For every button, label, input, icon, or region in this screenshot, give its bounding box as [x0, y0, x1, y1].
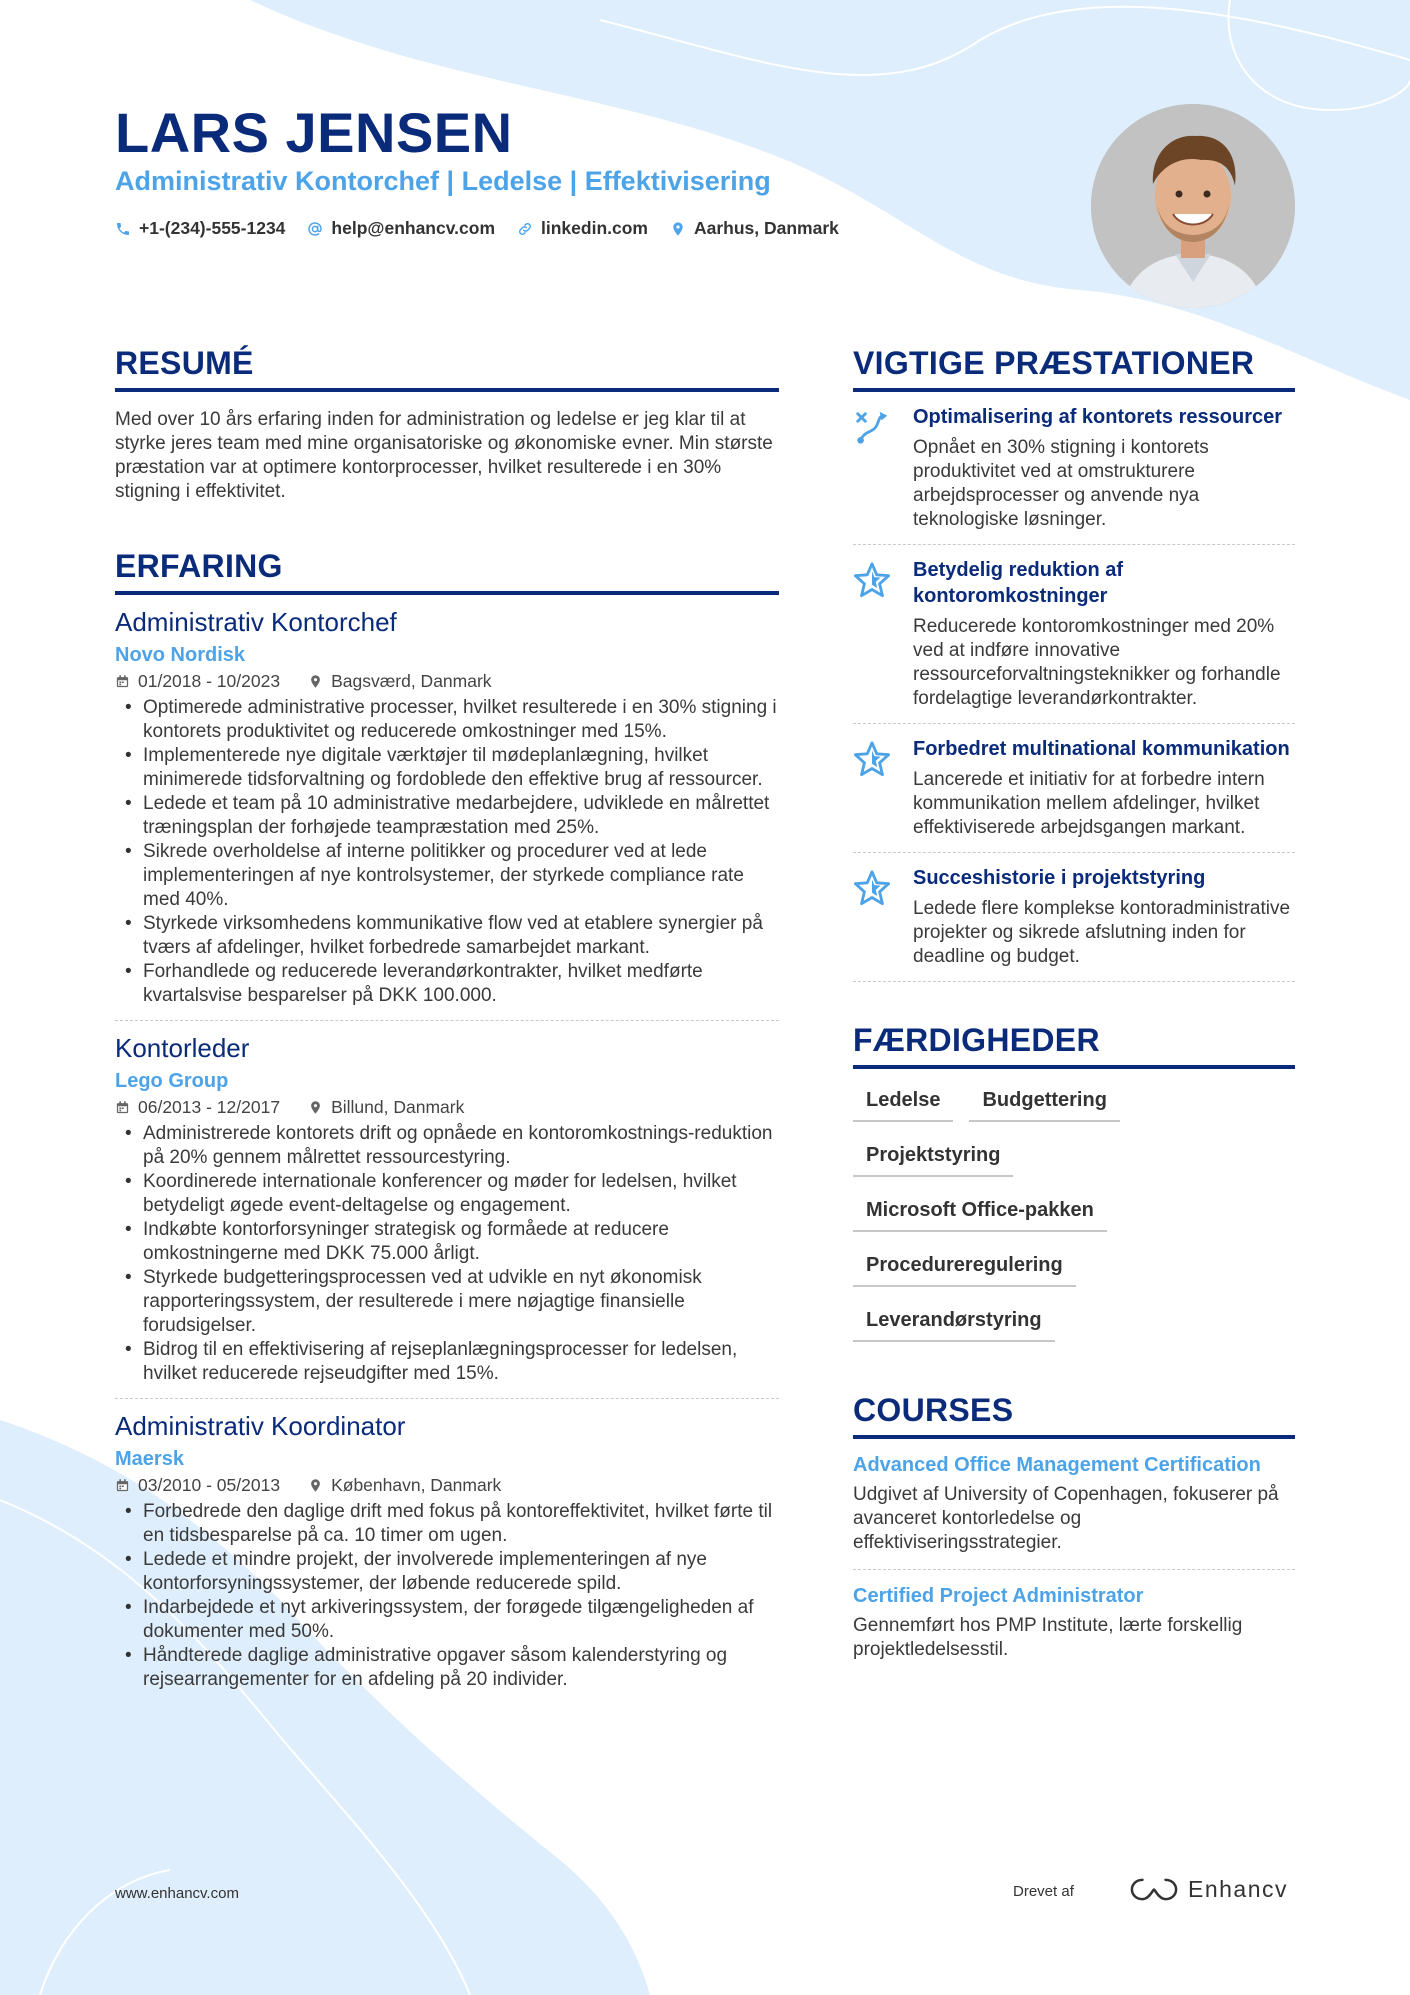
job-bullet: • Ledede et team på 10 administrative medarbejdere, udviklede en målrettet træningsplan der forhøjede teampræstation med 25%. [115, 792, 779, 840]
job-bullet: • Forhandlede og reducerede leverandørkontrakter, hvilket medførte kvartalsvise besparelser på DKK 100.000. [115, 960, 779, 1008]
contact-linkedin[interactable] [517, 218, 648, 239]
job-bullet: • Implementerede nye digitale værktøjer til mødeplanlægning, hvilket minimerede tidsforvaltning og fordoblede den effektive brug af ressourcer. [115, 744, 779, 792]
course-item [853, 1570, 1295, 1676]
achievement-text: Opnået en 30% stigning i kontorets produktivitet ved at omstrukturere arbejdsprocesser og anvende nya teknologiske løsninger. [913, 437, 1209, 530]
achievement-title: Forbedret multinational kommunikation [913, 738, 1290, 760]
job-title: Kontorleder [115, 1033, 250, 1063]
calendar-icon [115, 674, 130, 689]
contact-location-text: Aarhus, Danmark [693, 218, 839, 238]
skills-section [853, 1022, 1295, 1342]
job-bullet: • Indkøbte kontorforsyninger strategisk og formåede at reducere omkostningerne med DKK 75.000 årligt. [115, 1218, 779, 1266]
achievement-item [853, 724, 1295, 853]
star-icon [853, 561, 891, 599]
footer-powered-by: Drevet af [1013, 1883, 1074, 1900]
achievements-heading: VIGTIGE PRÆSTATIONER [853, 345, 1295, 392]
skill-tag: Leverandørstyring [853, 1309, 1055, 1342]
skill-tag: Ledelse [853, 1089, 953, 1122]
enhancv-logo-icon [1130, 1877, 1178, 1902]
skill-tag: Projektstyring [853, 1144, 1013, 1177]
summary-text: Med over 10 års erfaring inden for administration og ledelse er jeg klar til at styrke jeres team med mine organisatoriske og økonomiske evner. Min største præstation var at optimere kontorprocesser, hvilket resulterede i en 30% stigning i effektivitet. [115, 409, 773, 502]
location-pin-icon [670, 221, 686, 237]
job-entry [115, 595, 779, 1021]
brand-logo[interactable] [1130, 1876, 1288, 1903]
job-bullet: • Ledede et mindre projekt, der involverede implementeringen af nye kontorforsyningssystemer, der løbende reducerede spild. [115, 1548, 779, 1596]
job-location: København, Danmark [331, 1475, 502, 1495]
achievement-text: Lancerede et initiativ for at forbedre intern kommunikation mellem afdelinger, hvilket effektiviserede arbejdsgangen markant. [913, 769, 1265, 838]
contact-phone[interactable] [115, 218, 285, 239]
job-bullet: • Forbedrede den daglige drift med fokus på kontoreffektivitet, hvilket førte til en tidsbesparelse på ca. 10 timer om ugen. [115, 1500, 779, 1548]
achievement-title: Succeshistorie i projektstyring [913, 867, 1206, 889]
achievement-text: Reducerede kontoromkostninger med 20% ved at indføre innovative ressourceforvaltningsteknikker og forhandle fordelagtige leverandørkontrakter. [913, 616, 1281, 709]
job-bullets [115, 696, 779, 1008]
achievement-title: Optimalisering af kontorets ressourcer [913, 406, 1283, 428]
achievement-item [853, 545, 1295, 724]
contact-email-text: help@enhancv.com [331, 218, 496, 238]
job-bullet: • Indarbejdede et nyt arkiveringssystem, der forøgede tilgængeligheden af dokumenter med 50%. [115, 1596, 779, 1644]
job-bullet: • Styrkede virksomhedens kommunikative flow ved at etablere synergier på tværs af afdelinger, hvilket forbedrede samarbejdet markant. [115, 912, 779, 960]
achievement-item [853, 392, 1295, 545]
left-column [115, 345, 779, 1690]
at-icon [307, 221, 323, 237]
job-title: Administrativ Kontorchef [115, 607, 397, 637]
summary-heading: RESUMÉ [115, 345, 779, 392]
candidate-tagline: Administrativ Kontorchef | Ledelse | Effektivisering [115, 166, 771, 196]
company-name[interactable]: Novo Nordisk [115, 644, 246, 666]
job-title: Administrativ Koordinator [115, 1411, 406, 1441]
job-bullet: • Bidrog til en effektivisering af rejseplanlægningsprocesser for ledelsen, hvilket reducerede rejseudgifter med 15%. [115, 1338, 779, 1386]
course-item [853, 1439, 1295, 1570]
skill-tag: Budgettering [969, 1089, 1119, 1122]
job-meta [115, 1475, 779, 1496]
job-dates: 06/2013 - 12/2017 [138, 1097, 281, 1117]
calendar-icon [115, 1100, 130, 1115]
location-pin-icon [308, 1478, 323, 1493]
brand-name: Enhancv [1188, 1876, 1289, 1902]
job-bullet: • Håndterede daglige administrative opgaver såsom kalenderstyring og rejsearrangementer for en afdeling på 20 individer. [115, 1644, 779, 1692]
job-bullets [115, 1122, 779, 1386]
calendar-icon [115, 1478, 130, 1493]
achievement-item [853, 853, 1295, 982]
location-pin-icon [308, 674, 323, 689]
job-dates: 03/2010 - 05/2013 [138, 1475, 281, 1495]
job-bullets [115, 1500, 779, 1692]
star-icon [853, 869, 891, 907]
job-location: Bagsværd, Danmark [331, 671, 492, 691]
job-bullet: • Styrkede budgetteringsprocessen ved at udvikle en nyt økonomisk rapporteringssystem, der resulterede i mere nøjagtige finansielle forudsigelser. [115, 1266, 779, 1338]
achievement-text: Ledede flere komplekse kontoradministrative projekter og sikrede afslutning inden for deadline og budget. [913, 898, 1291, 967]
course-text: Udgivet af University of Copenhagen, fokuserer på avanceret kontorledelse og effektiviseringsstrategier. [853, 1484, 1279, 1553]
job-location: Billund, Danmark [331, 1097, 465, 1117]
company-name[interactable]: Lego Group [115, 1070, 229, 1092]
job-meta [115, 671, 779, 692]
contact-bar [115, 218, 839, 239]
course-title: Certified Project Administrator [853, 1585, 1144, 1607]
job-meta [115, 1097, 779, 1118]
job-bullet: • Optimerede administrative processer, hvilket resulterede i en 30% stigning i kontorets produktivitet og reducerede omkostninger med 15%. [115, 696, 779, 744]
experience-section [115, 548, 779, 1704]
skills-list [853, 1089, 1295, 1342]
courses-heading: COURSES [853, 1392, 1295, 1439]
skills-heading: FÆRDIGHEDER [853, 1022, 1295, 1069]
contact-linkedin-text: linkedin.com [541, 218, 648, 238]
courses-section [853, 1392, 1295, 1676]
job-entry [115, 1021, 779, 1399]
profile-photo [1091, 104, 1295, 308]
contact-phone-text: +1-(234)-555-1234 [139, 218, 286, 238]
experience-heading: ERFARING [115, 548, 779, 595]
job-bullet: • Koordinerede internationale konferencer og møder for ledelsen, hvilket betydeligt øgede event-deltagelse og engagement. [115, 1170, 779, 1218]
contact-email[interactable] [307, 218, 495, 239]
location-pin-icon [308, 1100, 323, 1115]
candidate-name: LARS JENSEN [115, 101, 513, 164]
phone-icon [115, 221, 131, 237]
contact-location [670, 218, 839, 239]
link-icon [517, 221, 533, 237]
footer-url[interactable]: www.enhancv.com [115, 1885, 239, 1902]
company-name[interactable]: Maersk [115, 1448, 184, 1470]
achievement-title: Betydelig reduktion af kontoromkostninger [913, 559, 1124, 607]
job-bullet: • Administrerede kontorets drift og opnåede en kontoromkostnings-reduktion på 20% gennem målrettet ressourcestyring. [115, 1122, 779, 1170]
job-dates: 01/2018 - 10/2023 [138, 671, 281, 691]
skill-tag: Procedureregulering [853, 1254, 1076, 1287]
skill-tag: Microsoft Office-pakken [853, 1199, 1107, 1232]
course-text: Gennemført hos PMP Institute, lærte forskellig projektledelsesstil. [853, 1615, 1243, 1660]
job-entry [115, 1399, 779, 1704]
route-icon [853, 408, 891, 446]
star-icon [853, 740, 891, 778]
job-bullet: • Sikrede overholdelse af interne politikker og procedurer ved at lede implementeringen af nye kontrolsystemer, der styrkede compliance rate med 40%. [115, 840, 779, 912]
course-title: Advanced Office Management Certification [853, 1454, 1261, 1476]
right-column [853, 345, 1295, 1676]
